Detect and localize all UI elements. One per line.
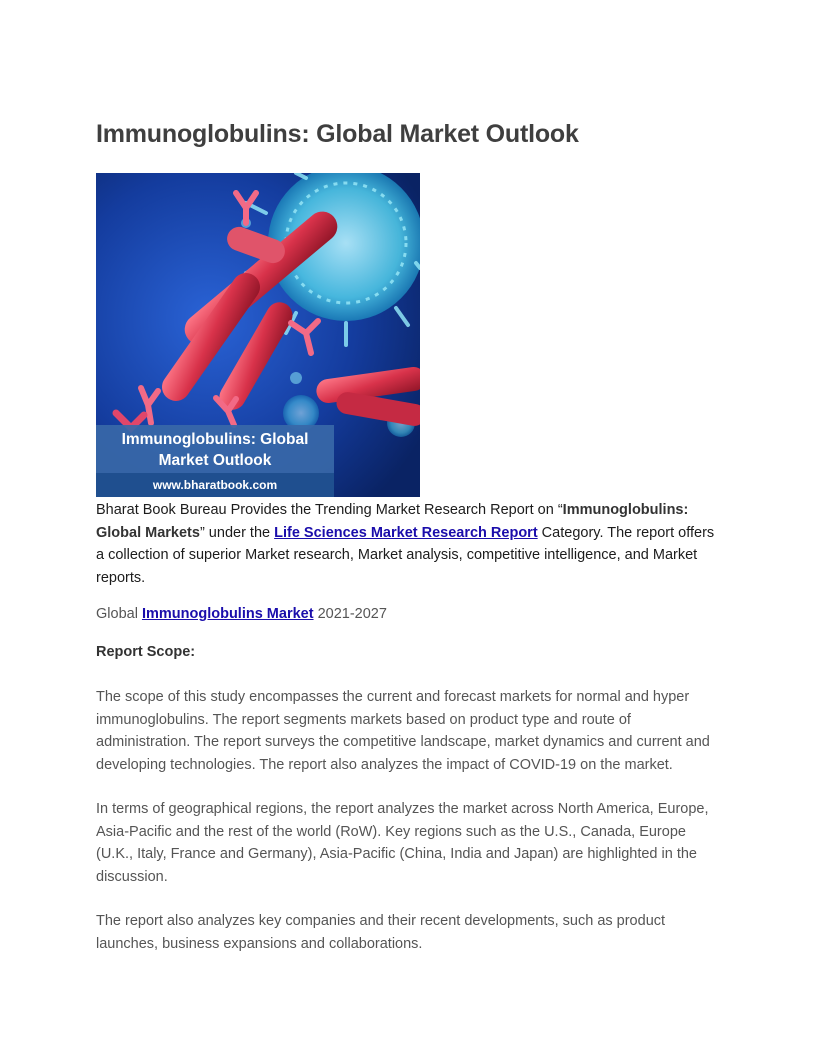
market-line-prefix: Global (96, 606, 142, 622)
hero-caption: Immunoglobulins: Global Market Outlook (96, 425, 334, 473)
regions-paragraph: In terms of geographical regions, the report analyzes the market across North America, Europe, Asia-Pacific and the rest of the world (RoW). Key regions such as the U.S., Canada, Europe (U.K., Italy, France and Germany), Asia-Pacific (China, India and Japan) are highlighted in the discussion. (96, 801, 709, 885)
market-line-suffix: 2021-2027 (313, 606, 387, 622)
category-link[interactable]: Life Sciences Market Research Report (274, 524, 538, 541)
page-title: Immunoglobulins: Global Market Outlook (96, 120, 579, 148)
hero-image (96, 173, 420, 497)
intro-paragraph (96, 499, 726, 589)
intro-suffix: Category. The report offers a collection of superior Market research, Market analysis, competitive intelligence, and Market reports. (96, 524, 715, 586)
hero-url: www.bharatbook.com (96, 473, 334, 497)
scope-heading: Report Scope: (96, 644, 196, 660)
report-name: Immunoglobulins: Global Markets (96, 502, 689, 541)
market-link[interactable]: Immunoglobulins Market (141, 606, 314, 622)
intro-middle: ” under the (199, 524, 275, 541)
scope-paragraph: The scope of this study encompasses the current and forecast markets for normal and hyper immunoglobulins. The report segments markets based on product type and route of administration. The report surveys the competitive landscape, market dynamics and current and developing technologies. The report also analyzes the impact of COVID-19 on the market. (96, 689, 710, 773)
companies-paragraph: The report also analyzes key companies and their recent developments, such as product launches, business expansions and collaborations. (96, 913, 666, 952)
market-line (96, 603, 726, 626)
intro-prefix: Bharat Book Bureau Provides the Trending Market Research Report on “ (96, 502, 563, 518)
